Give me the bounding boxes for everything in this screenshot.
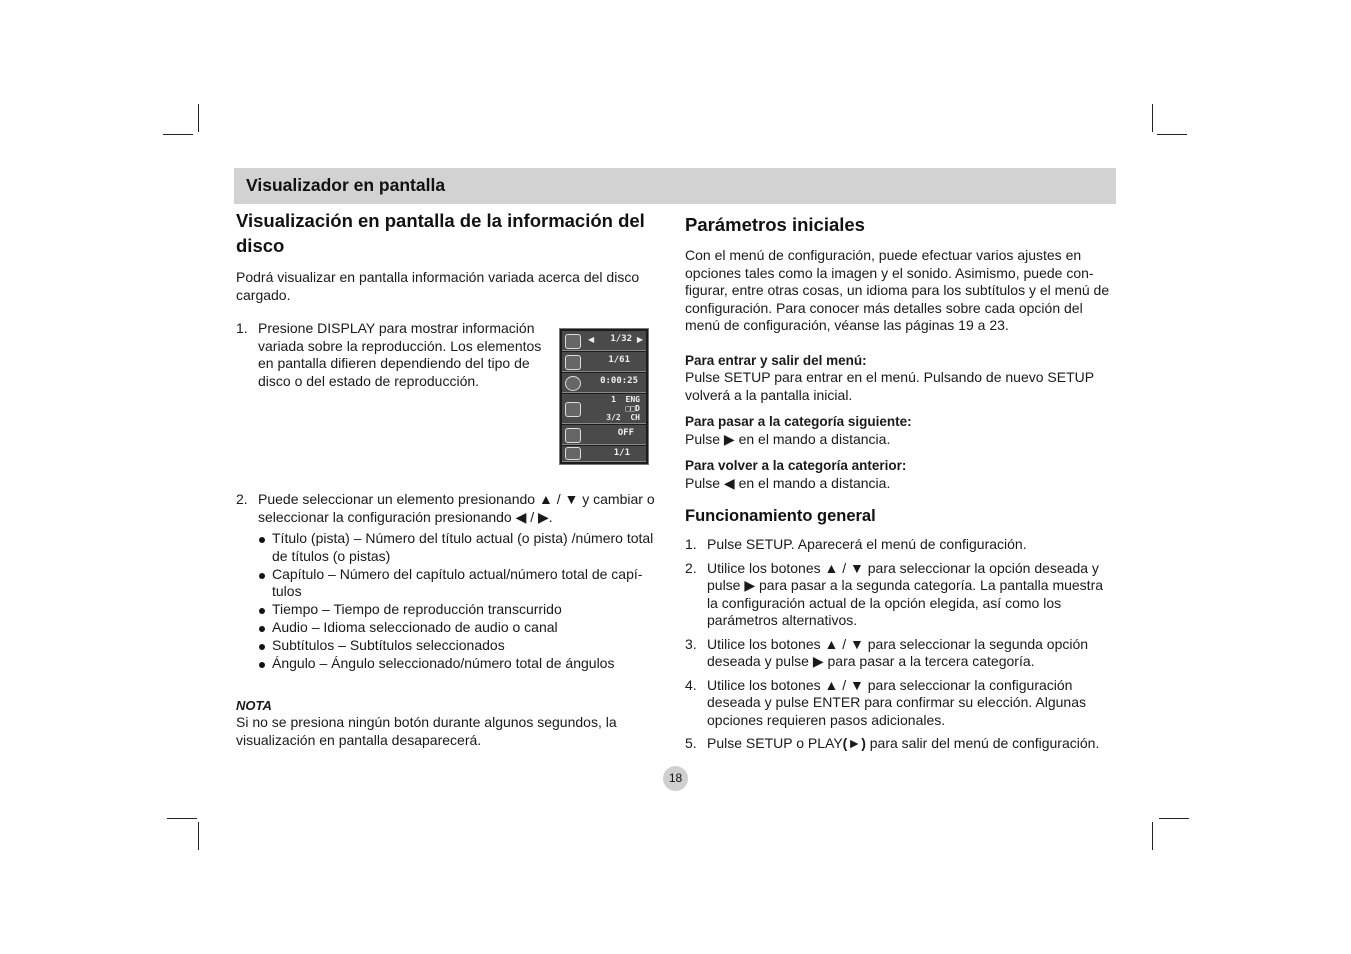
prev-category-text: Pulse ◀ en el mando a distancia.	[685, 474, 891, 491]
crop-mark	[163, 134, 193, 135]
enter-menu-text: Pulse SETUP para entrar en el menú. Pulsando de nuevo SETUP volverá a la pantalla inicial.	[685, 369, 1094, 403]
chapter-icon	[565, 355, 581, 370]
crop-mark	[1152, 104, 1153, 132]
right-column	[685, 212, 1117, 753]
osd-row-audio	[562, 394, 646, 424]
step-number: 4.	[685, 676, 697, 693]
right-arrow-icon: ▶	[636, 335, 643, 344]
step-text: Utilice los botones ▲ / ▼ para seleccionar la opción deseada y pulse ▶ para pasar a la segunda categoría. La pantalla muestra la configuración actual de la opción elegida, así como los parámetros alternativos.	[707, 559, 1104, 628]
subtitle-icon	[565, 428, 581, 443]
left-arrow-icon: ◀	[588, 335, 595, 344]
left-heading: Visualización en pantalla de la información del disco	[236, 210, 645, 256]
step-text: Utilice los botones ▲ / ▼ para seleccionar la configuración deseada y pulse ENTER para confirmar su elección. Algunas opciones requieren pasos adicionales.	[707, 676, 1086, 728]
play-symbol: (►)	[842, 735, 866, 751]
osd-row-chapter	[562, 352, 646, 372]
setup-step-3	[685, 636, 1117, 671]
step-text: Presione DISPLAY para mostrar información variada sobre la reproducción. Los elementos en pantalla difieren dependiendo del tipo de disco o del estado de reproducción.	[258, 320, 542, 389]
section-header	[234, 168, 1116, 204]
setup-step-4	[685, 677, 1117, 730]
audio-icon	[565, 402, 581, 417]
crop-mark	[198, 104, 199, 132]
list-item: Título (pista) – Número del título actual (o pista) /número total de títulos (o pistas)	[258, 530, 666, 565]
crop-mark	[1157, 134, 1187, 135]
list-item: Capítulo – Número del capítulo actual/número total de capí-tulos	[258, 566, 666, 601]
enter-menu-title: Para entrar y salir del menú:	[685, 352, 867, 368]
osd-angle-value: 1/1	[613, 448, 630, 458]
angle-icon	[565, 447, 581, 460]
left-intro: Podrá visualizar en pantalla información variada acerca del disco cargado.	[236, 269, 640, 303]
title-icon	[565, 334, 581, 349]
time-icon	[565, 376, 581, 391]
setup-step-5	[685, 735, 1117, 753]
step-number: 1.	[685, 536, 697, 552]
step-1	[236, 320, 558, 390]
page-number: 18	[663, 766, 688, 791]
osd-subtitle-value: OFF	[617, 428, 634, 438]
step-2	[236, 491, 666, 526]
list-item: Subtítulos – Subtítulos seleccionados	[258, 637, 666, 655]
osd-display-image	[559, 328, 649, 465]
step-number: 3.	[685, 635, 697, 652]
step-text: Puede seleccionar un elemento presionando ▲ / ▼ y cambiar o seleccionar la configuración presionando ◀ / ▶.	[258, 491, 655, 525]
next-category-text: Pulse ▶ en el mando a distancia.	[685, 430, 891, 447]
step-text: Pulse SETUP. Aparecerá el menú de configuración.	[707, 536, 1027, 552]
step-text: Utilice los botones ▲ / ▼ para seleccionar la segunda opción deseada y pulse ▶ para pasar a la tercera categoría.	[707, 635, 1089, 669]
step-number: 5.	[685, 735, 697, 751]
list-item: Ángulo – Ángulo seleccionado/número total de ángulos	[258, 655, 666, 673]
crop-mark	[198, 822, 199, 850]
list-item: Tiempo – Tiempo de reproducción transcurrido	[258, 601, 666, 619]
osd-row-time	[562, 373, 646, 393]
step-number: 1.	[236, 320, 248, 336]
osd-audio-value: 1 ENG □□D 3/2 CH	[606, 395, 640, 422]
step-number: 2.	[685, 559, 697, 576]
left-column	[236, 208, 666, 749]
crop-mark	[167, 818, 197, 819]
osd-row-title	[562, 331, 646, 351]
prev-category-title: Para volver a la categoría anterior:	[685, 458, 907, 473]
osd-chapter-value: 1/61	[608, 355, 630, 365]
general-heading: Funcionamiento general	[685, 507, 876, 525]
note-title: NOTA	[236, 697, 272, 713]
osd-row-subtitle	[562, 425, 646, 445]
osd-title-value: 1/32	[610, 334, 632, 344]
setup-step-1	[685, 536, 1117, 554]
crop-mark	[1159, 818, 1189, 819]
next-category-title: Para pasar a la categoría siguiente:	[685, 414, 912, 429]
step-text: Pulse SETUP o PLAY	[707, 735, 843, 751]
list-item: Audio – Idioma seleccionado de audio o canal	[258, 619, 666, 637]
osd-row-angle	[562, 446, 646, 462]
step-number: 2.	[236, 491, 248, 507]
setup-step-2	[685, 560, 1117, 630]
step-text: para salir del menú de configuración.	[865, 735, 1100, 751]
right-intro: Con el menú de configuración, puede efectuar varios ajustes en opciones tales como la imagen y el sonido. Asimismo, puede con-figurar, entre otras cosas, un idioma para los subtítulos y el menú de configuración. Para conocer más detalles sobre cada opción del menú de configuración, véanse las páginas 19 a 23.	[685, 247, 1110, 333]
crop-mark	[1152, 822, 1153, 850]
osd-items-list	[258, 530, 666, 673]
note-text: Si no se presiona ningún botón durante algunos segundos, la visualización en pantalla desaparecerá.	[236, 714, 617, 748]
section-title: Visualizador en pantalla	[246, 175, 446, 195]
right-heading: Parámetros iniciales	[685, 214, 865, 235]
osd-time-value: 0:00:25	[600, 376, 638, 386]
